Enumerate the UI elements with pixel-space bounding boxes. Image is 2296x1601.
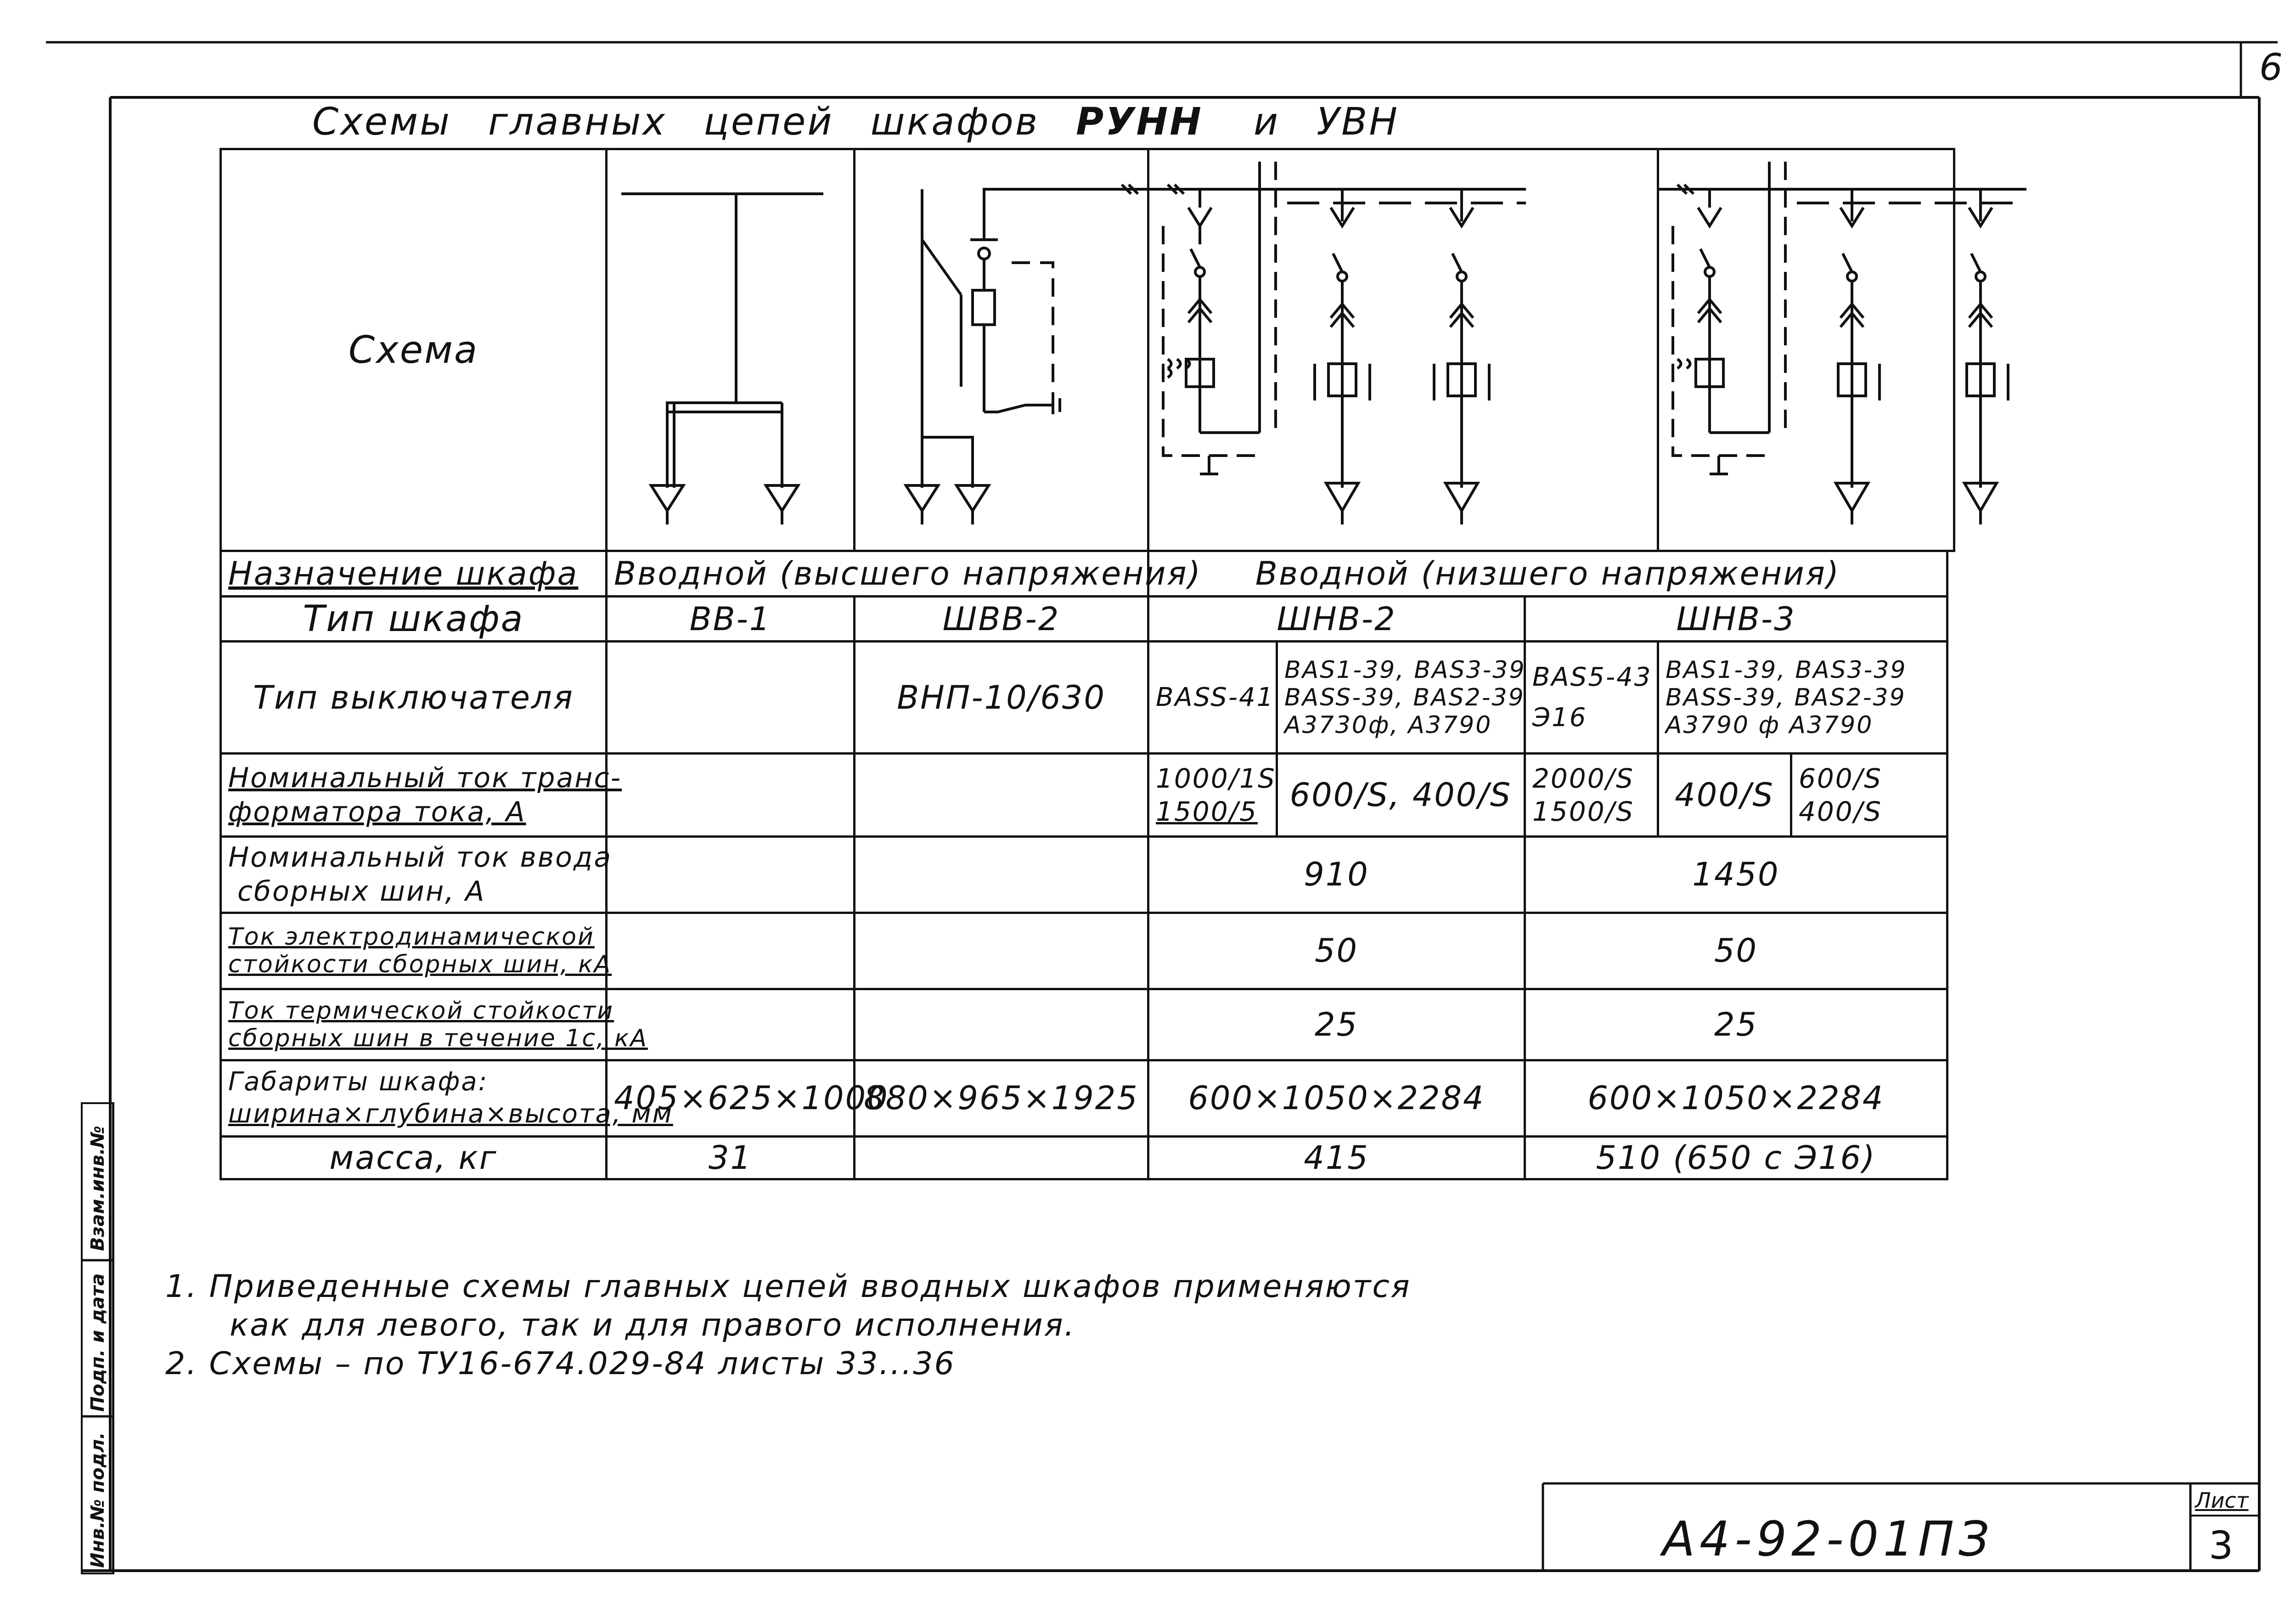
title-word: РУНН [1076, 100, 1203, 144]
type-shvv2: ШВВ-2 [855, 596, 1148, 641]
mass-row [221, 1136, 1954, 1179]
busbar-current-label [221, 837, 613, 913]
sheet-label: Лист [2195, 1488, 2249, 1513]
busbar-current-shvv2 [855, 837, 1148, 913]
page-number: 6 [2259, 46, 2283, 89]
type-vv1: ВВ-1 [607, 596, 855, 641]
note-line: как для левого, так и для правого исполнения. [230, 1307, 1076, 1343]
title-word: цепей [703, 100, 834, 144]
value-line: 600/S [1799, 762, 1883, 794]
thermal-shvv2 [855, 989, 1148, 1060]
breaker-line: Э16 [1532, 702, 1587, 733]
thermal-shnv2: 25 [1148, 989, 1525, 1060]
scheme-shnv3 [1658, 149, 1954, 551]
dims-shnv2: 600×1050×2284 [1148, 1060, 1525, 1136]
breaker-shnv3-b [1658, 642, 1947, 753]
dims-label [221, 1060, 673, 1136]
side-label-replace: Взам.инв.№ [87, 1126, 108, 1251]
label-line: стойкости сборных шин, кА [228, 951, 612, 979]
note-line: 1. Приведенные схемы главных цепей вводных шкафов применяются [165, 1268, 1411, 1305]
page-title [312, 100, 1399, 144]
busbar-current-vv1 [607, 837, 855, 913]
busbar-current-row [221, 837, 1954, 913]
single-line-diagram-shvv2 [855, 157, 1149, 543]
breaker-vv1 [607, 642, 855, 753]
label-line: Номинальный ток ввода [228, 841, 613, 874]
scheme-shnv2 [1148, 149, 1658, 551]
breaker-line: А3730ф, А3790 [1284, 711, 1492, 739]
single-line-diagram-vv1 [608, 157, 855, 543]
dims-shnv3: 600×1050×2284 [1525, 1060, 1947, 1136]
side-stamp [81, 1102, 114, 1574]
electrodyn-vv1 [607, 913, 855, 989]
label-line: Габариты шкафа: [228, 1067, 489, 1097]
ct-shnv2-b: 600/S, 400/S [1277, 753, 1525, 836]
ct-shnv3-b: 400/S [1658, 753, 1791, 836]
value-line: 2000/S [1532, 762, 1634, 794]
side-label-inv: Инв.№ подл. [87, 1432, 108, 1568]
value-line: 400/S [1799, 795, 1883, 827]
breaker-shvv2: ВНП-10/630 [855, 642, 1148, 753]
electrodyn-row [221, 913, 1954, 989]
title-word: шкафов [870, 100, 1040, 144]
ct-shnv3-c [1791, 753, 1947, 836]
breaker-label: Тип выключателя [221, 642, 607, 753]
value-line: 1500/S [1532, 795, 1634, 827]
type-row [221, 596, 1954, 641]
purpose-label: Назначение шкафа [221, 551, 607, 596]
mass-shvv2 [855, 1136, 1148, 1179]
sheet-number: 3 [2209, 1523, 2234, 1568]
ct-shnv3-a [1525, 753, 1658, 836]
type-label: Тип шкафа [221, 596, 607, 641]
breaker-line: BASS-39, BAS2-39 [1284, 683, 1525, 711]
single-line-diagram-shnv2 [1149, 157, 1526, 543]
type-shnv3: ШНВ-3 [1525, 596, 1947, 641]
value-line: 1000/1S [1156, 762, 1276, 794]
ct-shvv2 [855, 753, 1148, 836]
ct-shnv2-a [1148, 753, 1277, 836]
mass-vv1: 31 [607, 1136, 855, 1179]
side-label-sign: Подп. и дата [87, 1273, 108, 1412]
breaker-line: BASS-39, BAS2-39 [1666, 683, 1906, 711]
label-line: форматора тока, А [228, 795, 526, 828]
single-line-diagram-shnv3 [1659, 157, 2082, 543]
mass-shnv3: 510 (650 с Э16) [1525, 1136, 1947, 1179]
breaker-shnv2-b [1277, 642, 1525, 753]
note-line: 2. Схемы – по ТУ16-674.029-84 листы 33...36 [165, 1346, 956, 1382]
scheme-vv1 [607, 149, 855, 551]
busbar-current-shnv2: 910 [1148, 837, 1525, 913]
ct-vv1 [607, 753, 855, 836]
electrodyn-label [221, 913, 612, 989]
cabinet-table [219, 148, 1955, 1180]
mass-shnv2: 415 [1148, 1136, 1525, 1179]
breaker-shnv2-a: BASS-41 [1148, 642, 1277, 753]
mass-label: масса, кг [221, 1136, 607, 1179]
thermal-row [221, 989, 1954, 1060]
title-word: Схемы [312, 100, 451, 144]
ct-label [221, 753, 622, 836]
label-line: сборных шин, А [237, 875, 486, 908]
breaker-line: А3790 ф А3790 [1666, 711, 1874, 739]
type-shnv2: ШНВ-2 [1148, 596, 1525, 641]
value-line: 1500/5 [1156, 795, 1258, 827]
electrodyn-shvv2 [855, 913, 1148, 989]
title-word: и [1253, 100, 1280, 144]
breaker-line: BAS5-43 [1532, 662, 1652, 692]
dims-vv1: 405×625×1000 [607, 1060, 855, 1136]
dims-row [221, 1060, 1954, 1136]
electrodyn-shnv3: 50 [1525, 913, 1947, 989]
thermal-shnv3: 25 [1525, 989, 1947, 1060]
label-line: ширина×глубина×высота, мм [228, 1099, 673, 1129]
scheme-row [221, 149, 1954, 551]
busbar-current-shnv3: 1450 [1525, 837, 1947, 913]
notes [165, 1268, 1411, 1383]
label-line: сборных шин в течение 1с, кА [228, 1024, 648, 1052]
purpose-low: Вводной (низшего напряжения) [1148, 551, 1947, 596]
breaker-shnv3-a [1525, 642, 1658, 753]
breaker-line: BAS1-39, BAS3-39 [1666, 656, 1907, 684]
scheme-label: Схема [221, 149, 607, 551]
document-code: А4-92-01ПЗ [1662, 1511, 1994, 1567]
breaker-row [221, 642, 1954, 753]
label-line: Ток электродинамической [228, 923, 595, 951]
dims-shvv2: 880×965×1925 [855, 1060, 1148, 1136]
title-word: главных [488, 100, 667, 144]
purpose-high: Вводной (высшего напряжения) [607, 551, 1148, 596]
scheme-shvv2 [855, 149, 1148, 551]
label-line: Номинальный ток транс- [228, 761, 622, 794]
label-line: Ток термической стойкости [228, 997, 614, 1025]
electrodyn-shnv2: 50 [1148, 913, 1525, 989]
purpose-row [221, 551, 1954, 596]
breaker-line: BAS1-39, BAS3-39 [1284, 656, 1526, 684]
thermal-label [221, 989, 648, 1060]
ct-row [221, 753, 1954, 836]
title-word: УВН [1317, 100, 1400, 144]
